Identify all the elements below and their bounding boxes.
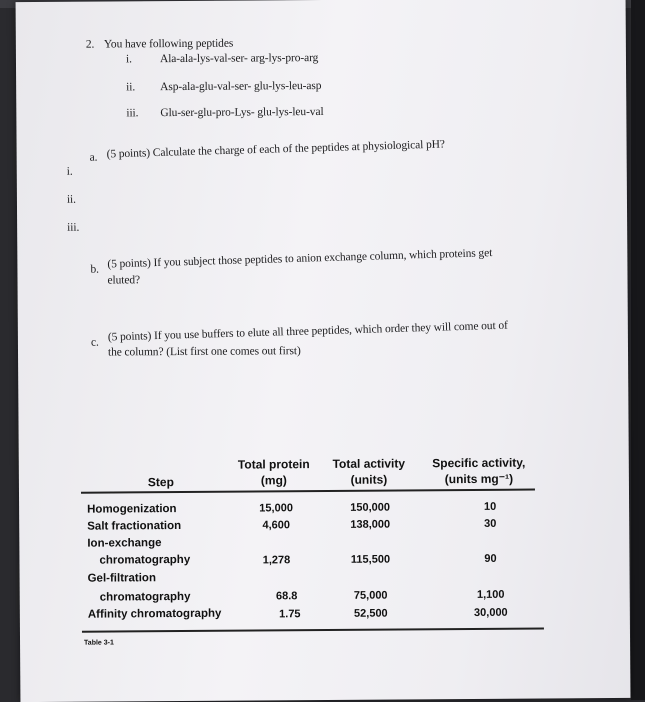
row-activity: 115,500 xyxy=(350,553,391,566)
row-specific: 90 xyxy=(484,552,497,565)
part-b-line2: eluted? xyxy=(107,274,141,287)
row-step: Ion-exchange xyxy=(87,537,162,550)
part-a-label: a. xyxy=(89,151,98,164)
row-specific: 10 xyxy=(483,500,497,513)
table-header-rule xyxy=(81,489,535,494)
row-step-cont: chromatography xyxy=(99,590,191,604)
part-b-line1: (5 points) If you subject those peptides to anion exchange column, which proteins get xyxy=(107,247,493,271)
row-step: Homogenization xyxy=(87,503,177,516)
peptide-seq-i: Ala-ala-lys-val-ser- arg-lys-pro-arg xyxy=(159,52,319,66)
row-specific: 1,100 xyxy=(476,588,505,601)
answer-label-iii: iii. xyxy=(67,221,80,234)
row-step: Gel-filtration xyxy=(87,572,157,585)
peptide-seq-iii: Glu-ser-glu-pro-Lys- glu-lys-leu-val xyxy=(160,105,324,120)
row-activity: 52,500 xyxy=(353,607,388,620)
row-step: Salt fractionation xyxy=(87,519,182,533)
peptide-label-ii: ii. xyxy=(126,81,136,94)
header-total-protein: Total protein (mg) xyxy=(237,457,310,488)
header-step: Step xyxy=(147,475,174,490)
paper-sheet xyxy=(16,0,631,702)
part-a-text: (5 points) Calculate the charge of each of the peptides at physiological pH? xyxy=(106,138,446,161)
answer-label-i: i. xyxy=(66,165,73,178)
peptide-label-iii: iii. xyxy=(126,107,139,120)
row-protein: 68.8 xyxy=(275,590,298,603)
part-c-line2: the column? (List first one comes out first) xyxy=(107,345,301,359)
peptide-seq-ii: Asp-ala-glu-val-ser- glu-lys-leu-asp xyxy=(160,80,322,94)
row-protein: 15,000 xyxy=(259,502,293,515)
row-activity: 75,000 xyxy=(353,589,388,602)
row-protein: 1,278 xyxy=(262,554,291,567)
table-caption: Table 3-1 xyxy=(84,639,114,647)
question-intro: You have following peptides xyxy=(103,37,234,51)
header-total-activity: Total activity (units) xyxy=(332,456,406,487)
answer-label-ii: ii. xyxy=(66,193,76,206)
question-number: 2. xyxy=(85,38,95,51)
header-specific-activity: Specific activity, (units mg⁻¹) xyxy=(432,455,526,487)
part-c-line1: (5 points) If you use buffers to elute all three peptides, which order they will come out of xyxy=(107,319,508,344)
row-step-cont: chromatography xyxy=(99,553,191,567)
row-specific: 30 xyxy=(484,517,497,530)
photo-background-right xyxy=(631,0,645,700)
row-protein: 4,600 xyxy=(262,519,291,532)
part-c-label: c. xyxy=(90,336,99,349)
row-specific: 30,000 xyxy=(473,606,508,619)
row-protein: 1.75 xyxy=(279,608,301,621)
table-bottom-rule xyxy=(82,627,544,632)
part-b-label: b. xyxy=(90,263,99,276)
row-activity: 138,000 xyxy=(350,518,391,531)
row-activity: 150,000 xyxy=(350,501,391,514)
peptide-label-i: i. xyxy=(125,53,132,66)
row-step: Affinity chromatography xyxy=(87,607,222,621)
